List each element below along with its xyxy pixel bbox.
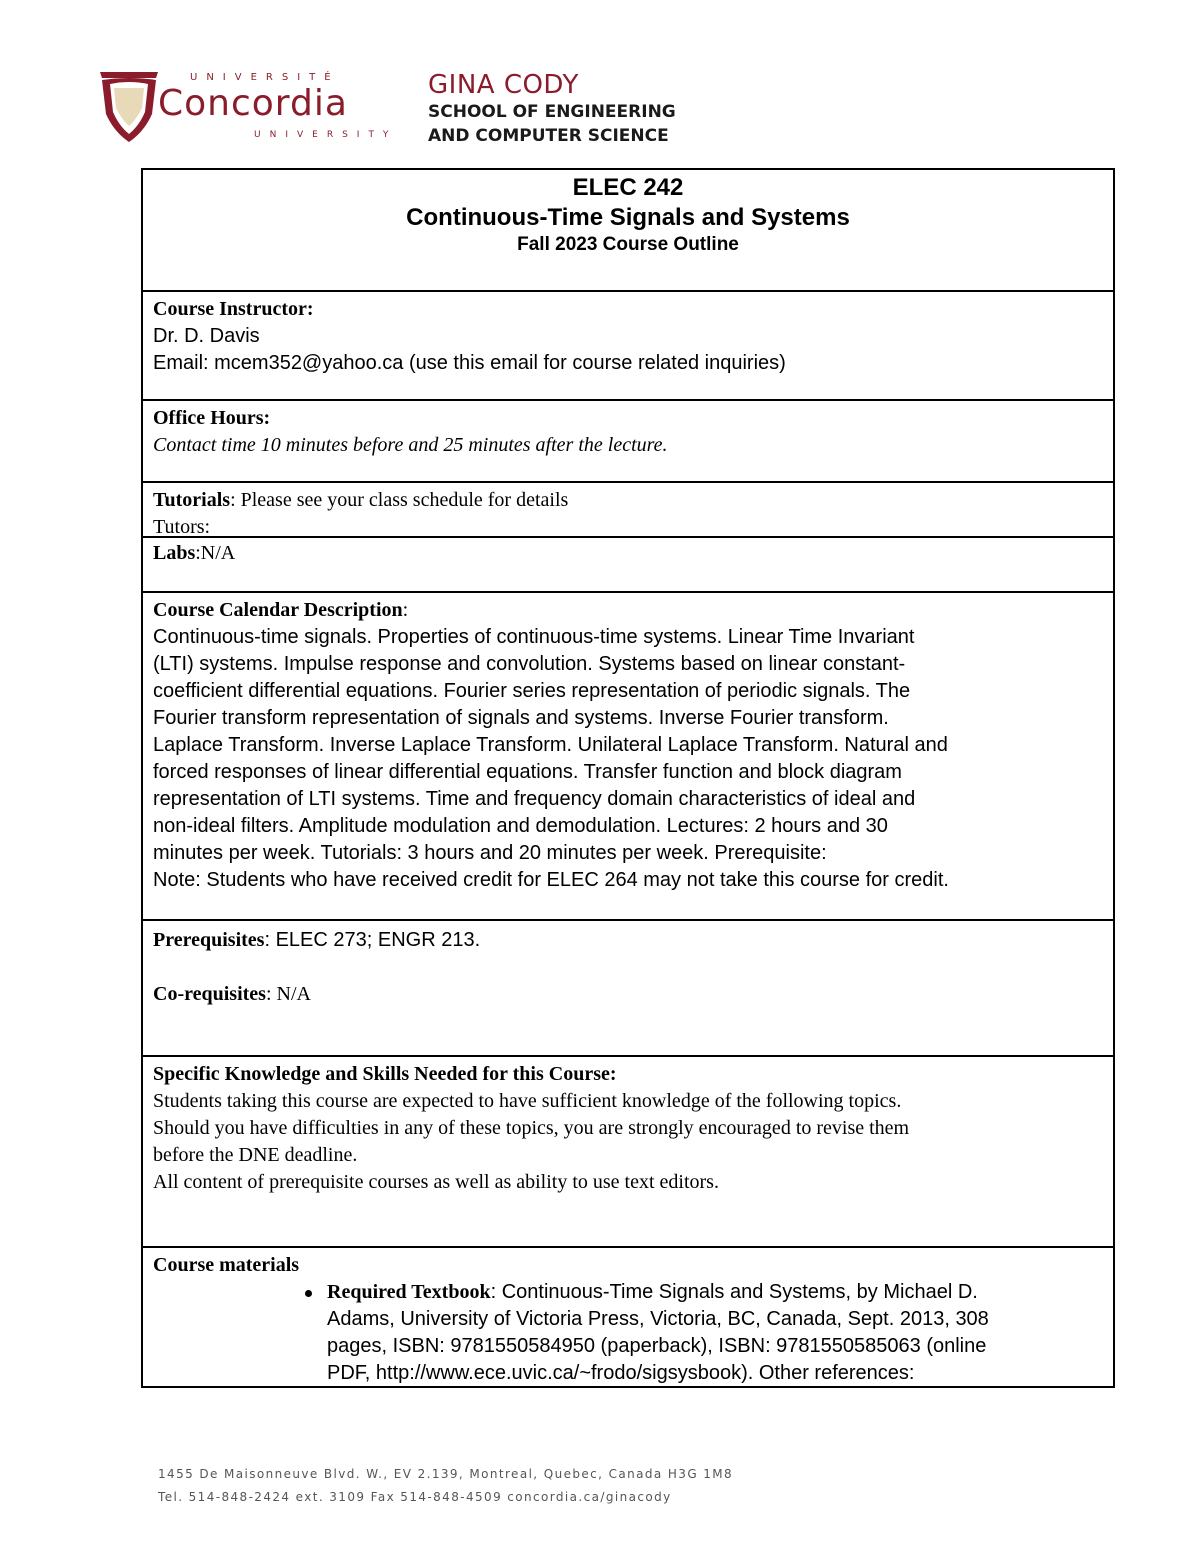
- corequisites-text: : N/A: [265, 983, 311, 1005]
- office-hours-section: [143, 401, 1113, 483]
- calendar-line: Note: Students who have received credit for ELEC 264 may not take this course for credit.: [153, 869, 949, 891]
- calendar-heading: [153, 597, 1103, 624]
- calendar-line: non-ideal filters. Amplitude modulation and demodulation. Lectures: 2 hours and 30: [153, 815, 888, 837]
- school-line-2: AND COMPUTER SCIENCE: [428, 126, 669, 146]
- footer-contact: Tel. 514-848-2424 ext. 3109 Fax 514-848-4509 concordia.ca/ginacody: [158, 1490, 672, 1504]
- office-hours-text: Contact time 10 minutes before and 25 minutes after the lecture.: [153, 434, 668, 456]
- tutorials-section: [143, 483, 1113, 538]
- skills-section: [143, 1057, 1113, 1248]
- textbook-bullet: [153, 1279, 1103, 1387]
- requisites-section: [143, 921, 1113, 1057]
- textbook-text: : Continuous-Time Signals and Systems, by Michael D.: [490, 1281, 978, 1303]
- textbook-line: Adams, University of Victoria Press, Victoria, BC, Canada, Sept. 2013, 308: [327, 1308, 989, 1330]
- textbook-line: PDF, http://www.ece.uvic.ca/~frodo/sigsysbook). Other references:: [327, 1362, 915, 1384]
- calendar-line: Laplace Transform. Inverse Laplace Transform. Unilateral Laplace Transform. Natural and: [153, 734, 948, 756]
- concordia-wordmark: Concordia: [158, 83, 348, 124]
- calendar-line: Continuous-time signals. Properties of continuous-time systems. Linear Time Invariant: [153, 626, 915, 648]
- footer-address: 1455 De Maisonneuve Blvd. W., EV 2.139, Montreal, Quebec, Canada H3G 1M8: [158, 1467, 734, 1481]
- labs-section: [143, 538, 1113, 593]
- corequisites-line: [153, 981, 1103, 1008]
- instructor-email: Email: mcem352@yahoo.ca (use this email for course related inquiries): [153, 352, 786, 374]
- calendar-label: Course Calendar Description: [153, 599, 403, 621]
- skills-line: Should you have difficulties in any of these topics, you are strongly encouraged to revise them: [153, 1117, 910, 1139]
- prerequisites-line: [153, 927, 1103, 954]
- course-code: ELEC 242: [572, 174, 684, 201]
- tutorials-line: [153, 487, 1103, 514]
- tutorials-text: : Please see your class schedule for details: [230, 489, 569, 511]
- calendar-line: forced responses of linear differential equations. Transfer function and block diagram: [153, 761, 902, 783]
- instructor-section: [143, 292, 1113, 401]
- textbook-label: Required Textbook: [327, 1281, 491, 1303]
- materials-section: [143, 1248, 1113, 1388]
- instructor-name: Dr. D. Davis: [153, 325, 260, 347]
- concordia-crest-icon: [98, 68, 160, 144]
- calendar-colon: :: [402, 599, 409, 621]
- labs-text: :N/A: [195, 542, 236, 564]
- calendar-line: representation of LTI systems. Time and frequency domain characteristics of ideal and: [153, 788, 916, 810]
- textbook-line: pages, ISBN: 9781550584950 (paperback), ISBN: 9781550585063 (online: [327, 1335, 987, 1357]
- tutorials-label: Tutorials: [153, 489, 231, 511]
- university-label: UNIVERSITY: [254, 130, 398, 140]
- office-hours-label: Office Hours:: [153, 407, 271, 429]
- labs-line: [153, 538, 1103, 567]
- skills-line: Students taking this course are expected to have sufficient knowledge of the following topics.: [153, 1090, 902, 1112]
- course-name: Continuous-Time Signals and Systems: [406, 204, 850, 231]
- school-line-1: SCHOOL OF ENGINEERING: [428, 102, 676, 122]
- tutors-line: Tutors:: [153, 516, 211, 538]
- prerequisites-label: Prerequisites: [153, 929, 265, 951]
- course-term: Fall 2023 Course Outline: [517, 234, 739, 255]
- calendar-line: (LTI) systems. Impulse response and convolution. Systems based on linear constant-: [153, 653, 906, 675]
- calendar-line: minutes per week. Tutorials: 3 hours and 20 minutes per week. Prerequisite:: [153, 842, 827, 864]
- materials-label: Course materials: [153, 1254, 300, 1276]
- course-outline-table: [141, 168, 1115, 1388]
- skills-line: before the DNE deadline.: [153, 1144, 358, 1166]
- labs-label: Labs: [153, 542, 196, 564]
- universite-label: UNIVERSITÉ: [190, 72, 340, 83]
- title-section: [143, 170, 1113, 292]
- calendar-line: Fourier transform representation of signals and systems. Inverse Fourier transform.: [153, 707, 889, 729]
- school-name: GINA CODY: [428, 70, 579, 100]
- skills-line: All content of prerequisite courses as well as ability to use text editors.: [153, 1171, 719, 1193]
- prerequisites-text: : ELEC 273; ENGR 213.: [264, 929, 481, 951]
- skills-label: Specific Knowledge and Skills Needed for this Course:: [153, 1063, 617, 1085]
- bullet-icon: [305, 1290, 312, 1297]
- calendar-line: coefficient differential equations. Fourier series representation of periodic signals. The: [153, 680, 911, 702]
- calendar-section: [143, 593, 1113, 921]
- corequisites-label: Co-requisites: [153, 983, 266, 1005]
- textbook-line: [327, 1279, 1103, 1306]
- instructor-label: Course Instructor:: [153, 298, 314, 320]
